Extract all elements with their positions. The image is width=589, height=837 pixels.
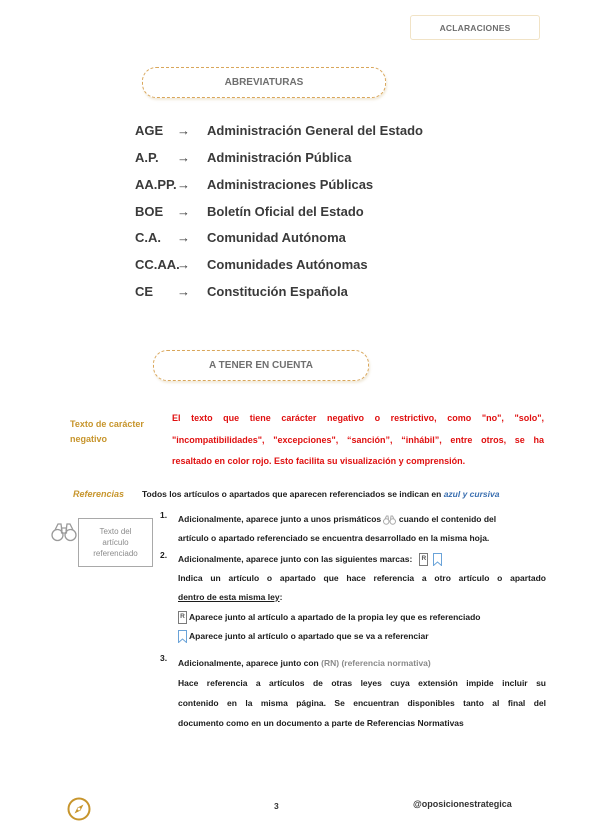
item2-bullet: Aparece junto al artículo a apartado de la propia ley que es referenciado — [189, 612, 481, 622]
ref-box-line: Texto del — [99, 527, 132, 536]
abbreviation-code: A.P. — [135, 150, 159, 165]
list-number: 3. — [160, 653, 168, 663]
ref-box-line: artículo — [102, 538, 129, 547]
page-number: 3 — [274, 801, 279, 811]
item1-text: artículo o apartado referenciado se encuentra desarrollado en la misma hoja. — [178, 533, 490, 543]
binoculars-icon — [51, 522, 77, 542]
item3-text: contenido en la misma página. Se encuentran disponibles tanto al final del — [178, 698, 546, 708]
abbreviations-title: ABREVIATURAS — [142, 67, 386, 98]
compass-logo-icon — [67, 797, 91, 821]
reference-r-icon: R — [178, 611, 187, 624]
negative-text-line: El texto que tiene carácter negativo o restrictivo, como "no", "solo", — [172, 413, 544, 423]
item2-text: : — [279, 592, 283, 602]
arrow-right-icon: → — [177, 123, 190, 138]
negative-text-line: resaltado en color rojo. Esto facilita su visualización y comprensión. — [172, 456, 466, 466]
abbreviation-definition: Constitución Española — [207, 284, 348, 299]
negative-text-paragraph — [172, 408, 544, 473]
item3-text-gray: (RN) (referencia normativa) — [321, 658, 431, 668]
item1-text: cuando el contenido del — [398, 514, 497, 524]
abbreviation-code: CE — [135, 284, 154, 299]
item2-text: Indica un artículo o apartado que hace referencia a otro artículo o apartado — [178, 573, 546, 583]
negative-text-label — [70, 417, 144, 447]
footer-handle: @oposicionestrategica — [413, 799, 512, 809]
item1-text: Adicionalmente, aparece junto a unos prismáticos — [178, 514, 382, 524]
negative-label-line: negativo — [70, 434, 108, 444]
abbreviation-code: CC.AA. — [135, 257, 180, 272]
abbreviation-definition: Administraciones Públicas — [207, 177, 374, 192]
abbreviation-code: AGE — [135, 123, 164, 138]
bookmark-icon — [178, 630, 187, 643]
arrow-right-icon: → — [177, 284, 190, 299]
references-label: Referencias — [73, 489, 125, 499]
list-number: 2. — [160, 550, 168, 560]
item3-text: documento como en un documento a parte de Referencias Normativas — [178, 718, 464, 728]
section-header-label: ACLARACIONES — [410, 15, 540, 40]
referenced-text-example-box — [78, 518, 153, 567]
abbreviation-definition: Boletín Oficial del Estado — [207, 204, 364, 219]
arrow-right-icon: → — [177, 257, 190, 272]
abbreviation-code: BOE — [135, 204, 164, 219]
item3-text: Hace referencia a artículos de otras leyes cuya extensión impide incluir su — [178, 678, 546, 688]
list-item — [178, 550, 546, 646]
abbreviation-definition: Comunidades Autónomas — [207, 257, 368, 272]
abbreviation-code: C.A. — [135, 230, 161, 245]
item3-text: Adicionalmente, aparece junto con — [178, 658, 319, 668]
bookmark-icon — [433, 553, 442, 566]
abbreviation-definition: Administración General del Estado — [207, 123, 423, 138]
abbreviation-definition: Administración Pública — [207, 150, 352, 165]
negative-label-line: Texto de carácter — [70, 419, 144, 429]
item2-bullet: Aparece junto al artículo o apartado que se va a referenciar — [189, 631, 429, 641]
references-intro — [142, 489, 499, 499]
references-intro-text: Todos los artículos o apartados que aparecen referenciados se indican en — [142, 489, 442, 499]
list-item — [178, 653, 546, 733]
arrow-right-icon: → — [177, 204, 190, 219]
arrow-right-icon: → — [177, 150, 190, 165]
abbreviation-definition: Comunidad Autónoma — [207, 230, 346, 245]
references-intro-highlight: azul y cursiva — [443, 489, 500, 499]
item2-text: Adicionalmente, aparece junto con las siguientes marcas: — [178, 554, 413, 564]
item2-text: dentro de esta misma ley — [178, 592, 280, 602]
list-number: 1. — [160, 510, 168, 520]
arrow-right-icon: → — [177, 230, 190, 245]
reference-r-icon: R — [419, 553, 428, 566]
arrow-right-icon: → — [177, 177, 190, 192]
ref-box-line: referenciado — [93, 549, 138, 558]
abbreviation-code: AA.PP. — [135, 177, 177, 192]
notes-title: A TENER EN CUENTA — [153, 350, 369, 381]
list-item — [178, 510, 546, 548]
negative-text-line: "incompatibilidades", "excepciones", “sanción”, “inhábil”, entre otros, se ha — [172, 434, 544, 445]
binoculars-icon — [383, 515, 396, 525]
